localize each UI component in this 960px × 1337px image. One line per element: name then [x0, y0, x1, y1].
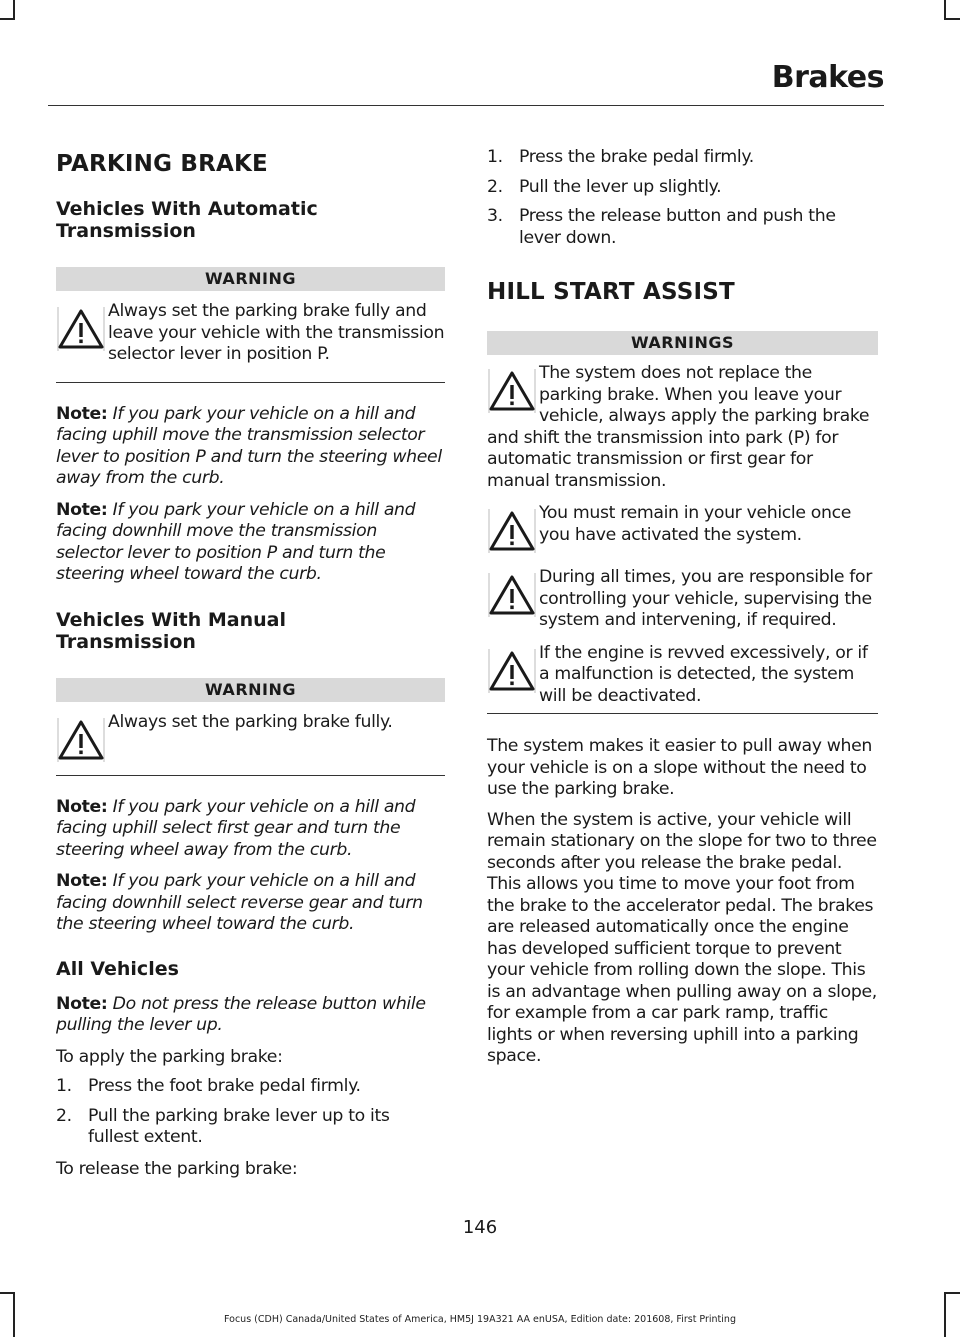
note-text: Do not press the release button while pulling the lever up. — [56, 993, 426, 1035]
note-paragraph — [56, 871, 445, 936]
page-footer: Focus (CDH) Canada/United States of America, HM5J 19A321 AA enUSA, Edition date: 201608, First Printing — [224, 1314, 736, 1325]
warning-rule — [56, 382, 445, 383]
list-item — [56, 1106, 445, 1149]
body-paragraph: When the system is active, your vehicle will remain stationary on the slope for two to three seconds after you release the brake pedal. This allows you time to move your foot from the brake to the accelerator pedal. The brakes are released automatically once the engine has developed sufficient torque to prevent your vehicle from rolling down the slope. This is an advantage when pulling away on a slope, for example from a car park ramp, traffic lights or when reversing uphill into a parking space. — [487, 809, 877, 1066]
warning-header: WARNING — [56, 267, 445, 291]
note-paragraph — [56, 994, 445, 1037]
list-item — [487, 206, 878, 249]
warning-triangle-icon — [56, 305, 108, 353]
warning-triangle-icon — [487, 367, 539, 415]
warning-text: Always set the parking brake fully and leave your vehicle with the transmission selector lever in position P. — [108, 301, 445, 364]
note-text: If you park your vehicle on a hill and facing uphill select first gear and turn the steering wheel away from the curb. — [56, 796, 416, 860]
left-column — [56, 130, 445, 1180]
list-text: Press the foot brake pedal firmly. — [88, 1076, 361, 1096]
list-number: 2. — [56, 1105, 72, 1126]
warning-item — [56, 712, 445, 764]
body-paragraph: The system makes it easier to pull away when your vehicle is on a slope without the need to use the parking brake. — [487, 736, 873, 799]
warning-triangle-icon — [487, 507, 539, 555]
warning-item — [487, 567, 878, 632]
section-heading-hill-start-assist: HILL START ASSIST — [487, 279, 735, 305]
list-text: Pull the lever up slightly. — [519, 176, 722, 197]
warning-item — [487, 363, 878, 492]
note-text: If you park your vehicle on a hill and facing downhill select reverse gear and turn the steering wheel toward the curb. — [56, 871, 423, 934]
subheading-manual: Vehicles With Manual Transmission — [56, 608, 286, 653]
list-text: Press the brake pedal firmly. — [519, 147, 754, 167]
note-label: Note: — [56, 993, 108, 1014]
list-text: Pull the parking brake lever up to its fullest extent. — [88, 1105, 390, 1147]
note-label: Note: — [56, 403, 108, 424]
warning-text: The system does not replace the parking brake. When you leave your vehicle, always apply the parking brake and shift the transmission into park (P) for automatic transmission or first gear for manual transmission. — [487, 363, 870, 491]
list-number: 3. — [487, 206, 503, 226]
warning-header: WARNING — [56, 678, 445, 702]
right-column — [487, 147, 878, 1068]
crop-mark-top-right-h — [944, 18, 960, 20]
warning-item — [487, 643, 878, 708]
header-rule — [48, 105, 884, 106]
note-label: Note: — [56, 499, 108, 520]
note-paragraph — [56, 404, 445, 490]
crop-mark-bottom-left-h — [0, 1292, 15, 1294]
page-number: 146 — [462, 1217, 498, 1238]
crop-mark-top-left-v — [13, 0, 15, 20]
note-paragraph — [56, 797, 445, 862]
crop-mark-bottom-right-h — [944, 1292, 960, 1294]
warning-text: If the engine is revved excessively, or if a malfunction is detected, the system will be deactivated. — [539, 642, 868, 706]
release-intro: To release the parking brake: — [56, 1158, 298, 1179]
subheading-automatic: Vehicles With Automatic Transmission — [56, 198, 318, 242]
warning-item — [487, 503, 878, 555]
list-number: 1. — [56, 1076, 72, 1096]
warning-triangle-icon — [487, 647, 539, 695]
warning-triangle-icon — [56, 716, 108, 764]
crop-mark-top-left-h — [0, 18, 15, 20]
warning-triangle-icon — [487, 571, 539, 619]
list-text: Press the release button and push the lever down. — [519, 206, 836, 248]
note-text: If you park your vehicle on a hill and facing downhill move the transmission selector lever to position P and turn the steering wheel toward the curb. — [56, 499, 416, 584]
warnings-header: WARNINGS — [487, 331, 878, 355]
page-header-title: Brakes — [771, 60, 884, 95]
warning-item — [56, 301, 445, 366]
warning-text: During all times, you are responsible for controlling your vehicle, supervising the system and intervening, if required. — [539, 567, 872, 630]
note-label: Note: — [56, 871, 108, 891]
warning-text: You must remain in your vehicle once you have activated the system. — [539, 503, 852, 545]
crop-mark-top-right-v — [944, 0, 946, 20]
list-item — [56, 1076, 445, 1098]
apply-intro: To apply the parking brake: — [56, 1046, 283, 1067]
apply-steps-list — [56, 1076, 445, 1149]
section-heading-parking-brake: PARKING BRAKE — [56, 151, 268, 177]
release-steps-list — [487, 147, 878, 249]
note-label: Note: — [56, 796, 108, 817]
subheading-all-vehicles: All Vehicles — [56, 957, 179, 980]
note-text: If you park your vehicle on a hill and facing uphill move the transmission selector lever to position P and turn the steering wheel away from the curb. — [56, 403, 442, 488]
list-number: 2. — [487, 176, 503, 197]
warning-rule — [487, 713, 878, 714]
warning-text: Always set the parking brake fully. — [108, 711, 393, 732]
note-paragraph — [56, 500, 445, 586]
list-item — [487, 177, 878, 199]
warning-rule — [56, 775, 445, 776]
list-item — [487, 147, 878, 169]
list-number: 1. — [487, 147, 503, 167]
